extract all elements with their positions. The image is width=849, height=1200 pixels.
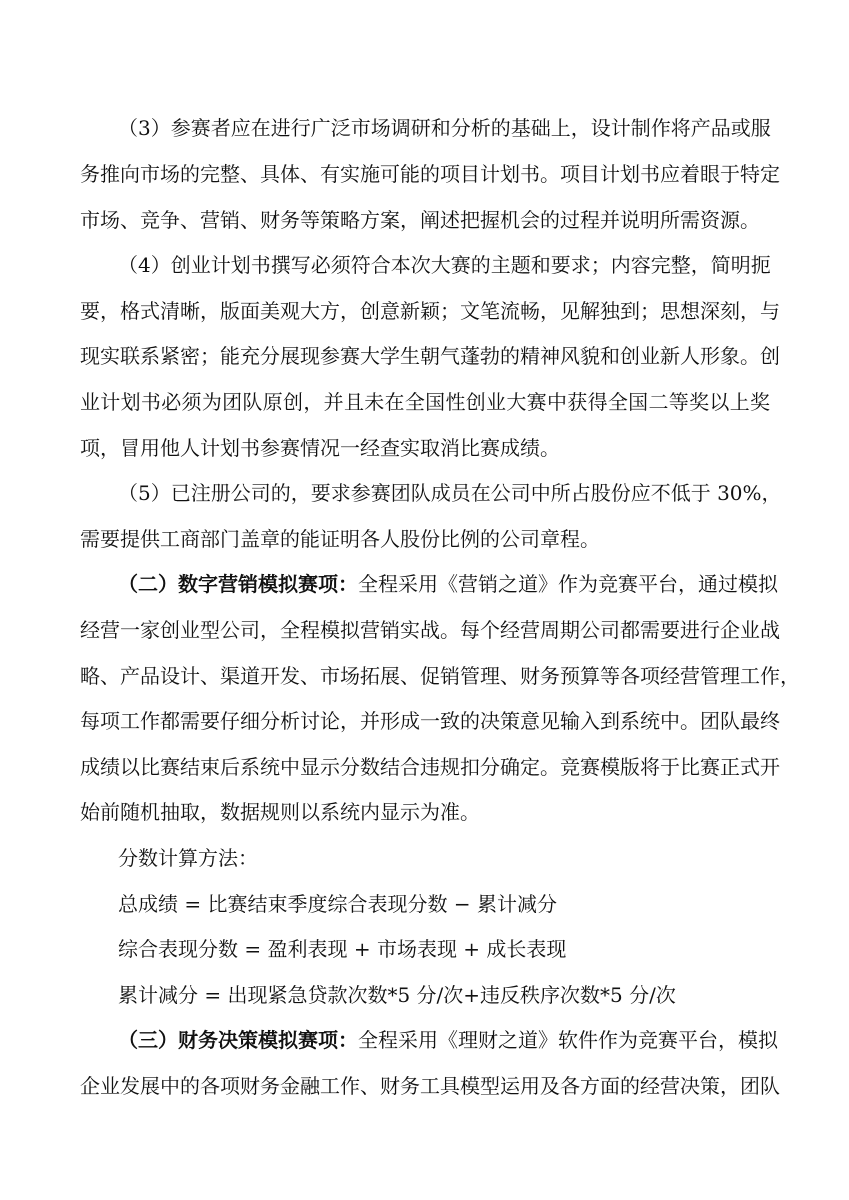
para3-line-1: （3）参赛者应在进行广泛市场调研和分析的基础上，设计制作将产品或服 [118,116,771,140]
section3-line-2: 企业发展中的各项财务金融工作、财务工具模型运用及各方面的经营决策，团队 [80,1074,780,1098]
section2-line-5: 成绩以比赛结束后系统中显示分数结合违规扣分确定。竞赛模版将于比赛正式开 [80,755,780,779]
para5-line-2: 需要提供工商部门盖章的能证明各人股份比例的公司章程。 [80,527,600,551]
para3-line-2: 务推向市场的完整、具体、有实施可能的项目计划书。项目计划书应着眼于特定 [80,162,780,186]
para4-line-3: 现实联系紧密；能充分展现参赛大学生朝气蓬勃的精神风貌和创业新人形象。创 [80,344,780,368]
section2-heading: （二）数字营销模拟赛项： [118,572,358,596]
para4-line-4: 业计划书必须为团队原创，并且未在全国性创业大赛中获得全国二等奖以上奖 [80,390,770,414]
para4-line-5: 项，冒用他人计划书参赛情况一经查实取消比赛成绩。 [80,436,560,460]
scoring-formula-total: 总成绩 = 比赛结束季度综合表现分数 − 累计减分 [118,892,557,916]
para4-line-2: 要，格式清晰，版面美观大方，创意新颖；文笔流畅，见解独到；思想深刻，与 [80,299,780,323]
scoring-formula-composite: 综合表现分数 = 盈利表现 + 市场表现 + 成长表现 [118,937,567,961]
section2-line-2: 经营一家创业型公司，全程模拟营销实战。每个经营周期公司都需要进行企业战 [80,618,780,642]
section3-heading: （三）财务决策模拟赛项： [118,1028,358,1052]
para4-line-1: （4）创业计划书撰写必须符合本次大赛的主题和要求；内容完整，简明扼 [118,253,771,277]
section2-line-1-text: 全程采用《营销之道》作为竞赛平台，通过模拟 [358,572,778,596]
section2-line-6: 始前随机抽取，数据规则以系统内显示为准。 [80,800,480,824]
section2-line-3: 略、产品设计、渠道开发、市场拓展、促销管理、财务预算等各项经营管理工作， [80,664,800,688]
para5-line-1: （5）已注册公司的，要求参赛团队成员在公司中所占股份应不低于 30%， [118,481,782,505]
section2-line-4: 每项工作都需要仔细分析讨论，并形成一致的决策意见输入到系统中。团队最终 [80,709,780,733]
section3-line-1 [118,1026,778,1054]
section2-line-1 [118,570,778,598]
scoring-formula-deduction: 累计减分 = 出现紧急贷款次数*5 分/次+违反秩序次数*5 分/次 [118,983,676,1007]
para3-line-3: 市场、竞争、营销、财务等策略方案，阐述把握机会的过程并说明所需资源。 [80,208,760,232]
section3-line-1-text: 全程采用《理财之道》软件作为竞赛平台，模拟 [358,1028,778,1052]
scoring-title: 分数计算方法： [118,846,258,870]
